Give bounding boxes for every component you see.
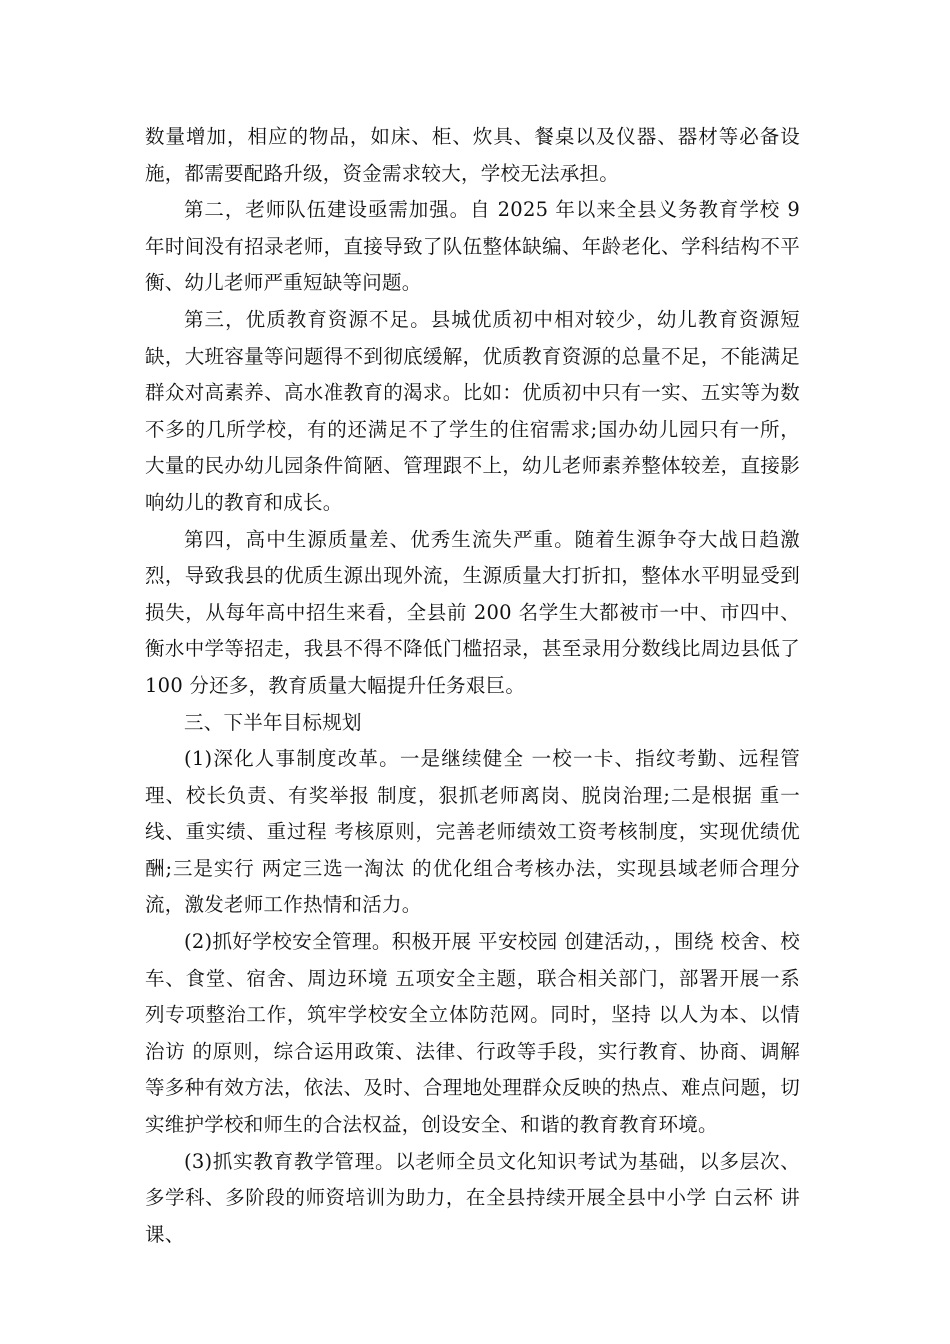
paragraph-third-resources: 第三，优质教育资源不足。县城优质初中相对较少，幼儿教育资源短缺，大班容量等问题得不到彻底缓解，优质教育资源的总量不足，不能满足群众对高素养、高水准教育的渴求。比如：优质初中只有一实、五实等为数不多的几所学校，有的还满足不了学生的住宿需求;国办幼儿园只有一所，大量的民办幼儿园条件简陋、管理跟不上，幼儿老师素养整体较差，直接影响幼儿的教育和成长。 <box>145 307 800 514</box>
paragraph-fourth-students: 第四，高中生源质量差、优秀生流失严重。随着生源争夺大战日趋激烈，导致我县的优质生源出现外流，生源质量大打折扣，整体水平明显受到损失，从每年高中招生来看，全县前 200 名学生大都被市一中、市四中、衡水中学等招走，我县不得不降低门槛招录，甚至录用分数线比周边县低了 100 分还多，教育质量大幅提升任务艰巨。 <box>145 527 800 697</box>
paragraph-second-teacher-team: 第二，老师队伍建设亟需加强。自 2025 年以来全县义务教育学校 9 年时间没有招录老师，直接导致了队伍整体缺编、年龄老化、学科结构不平衡、幼儿老师严重短缺等问题。 <box>145 198 800 295</box>
section-heading-goals: 三、下半年目标规划 <box>184 710 362 734</box>
document-body <box>145 119 800 1253</box>
paragraph-goal-1-personnel: (1)深化人事制度改革。一是继续健全 一校一卡、指纹考勤、远程管理、校长负责、有奖举报 制度，狠抓老师离岗、脱岗治理;二是根据 重一线、重实绩、重过程 考核原则，完善老师绩效工资考核制度，实现优绩优酬;三是实行 两定三选一淘汰 的优化组合考核办法，实现县域老师合理分流，激发老师工作热情和活力。 <box>145 747 800 917</box>
paragraph-goal-3-teaching: (3)抓实教育教学管理。以老师全员文化知识考试为基础，以多层次、多学科、多阶段的师资培训为助力，在全县持续开展全县中小学 白云杯 讲课、 <box>145 1149 800 1246</box>
paragraph-continued: 数量增加，相应的物品，如床、柜、炊具、餐桌以及仪器、器材等必备设施，都需要配路升级，资金需求较大，学校无法承担。 <box>145 125 800 185</box>
paragraph-goal-2-safety: (2)抓好学校安全管理。积极开展 平安校园 创建活动，，围绕 校舍、校车、食堂、宿舍、周边环境 五项安全主题，联合相关部门，部署开展一系列专项整治工作，筑牢学校安全立体防范网。同时，坚持 以人为本、以情治访 的原则，综合运用政策、法律、行政等手段，实行教育、协商、调解等多种有效方法，依法、及时、合理地处理群众反映的热点、难点问题，切实维护学校和师生的合法权益，创设安全、和谐的教育教育环境。 <box>145 930 800 1137</box>
